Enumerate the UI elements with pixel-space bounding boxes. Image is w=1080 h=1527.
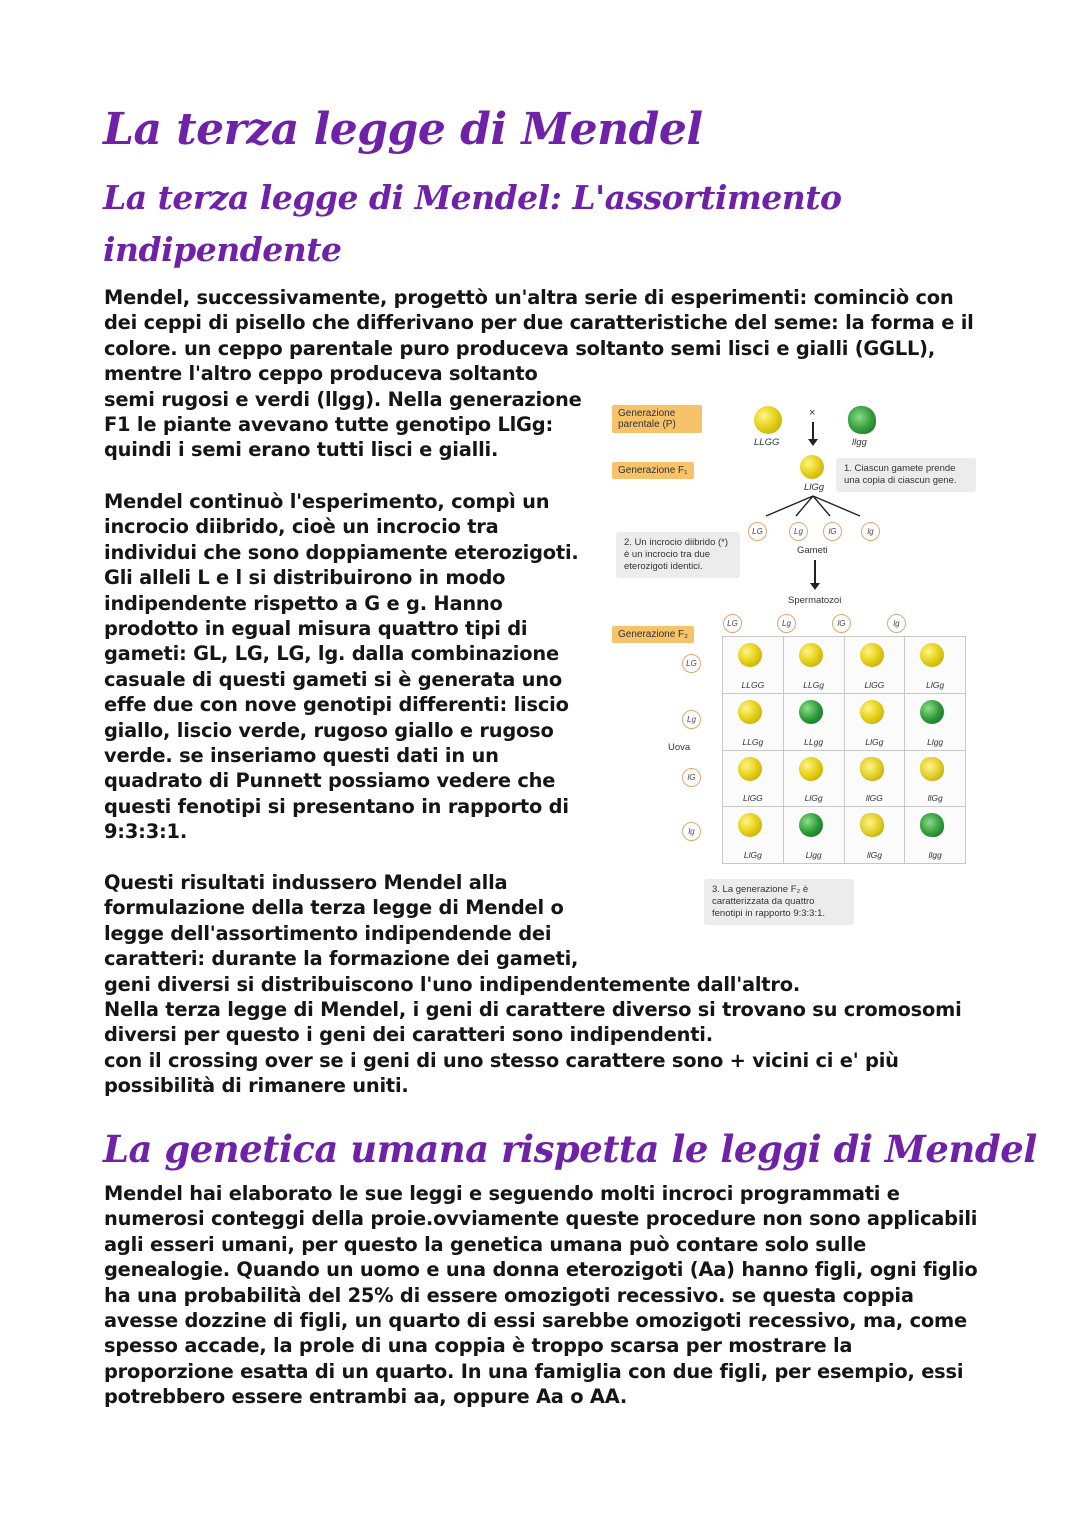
text-line: verde. se inseriamo questi dati in un bbox=[104, 744, 499, 768]
arrow-down-icon bbox=[814, 560, 816, 584]
text-line: ha una probabilità del 25% di essere omozigoti recessivo. se questa coppia bbox=[104, 1283, 914, 1307]
sperm-gamete-Lg: Lg bbox=[777, 614, 796, 633]
f1-pea-icon bbox=[800, 455, 824, 479]
text-line: agli esseri umani, per questo la genetica umana può contare solo sulle bbox=[104, 1232, 867, 1256]
punnett-cell bbox=[783, 807, 844, 864]
sperm-gamete-lG: lG bbox=[832, 614, 851, 633]
text-line: spesso accade, la prole di una coppia è troppo scarsa per mostrare la bbox=[104, 1334, 853, 1358]
green-smooth-pea-icon bbox=[799, 700, 823, 724]
f1-generation-label: Generazione F₁ bbox=[612, 462, 694, 479]
yellow-smooth-pea-icon bbox=[754, 406, 782, 434]
punnett-cell bbox=[783, 693, 844, 750]
egg-gamete-Lg: Lg bbox=[682, 710, 701, 729]
text-line: semi rugosi e verdi (llgg). Nella generazione bbox=[104, 387, 582, 411]
cell-genotype: llGG bbox=[865, 793, 883, 804]
text-line: proporzione esatta di un quarto. In una famiglia con due figli, per esempio, essi bbox=[104, 1359, 964, 1383]
text-line: mentre l'altro ceppo produceva soltanto bbox=[104, 362, 538, 386]
text-line: quindi i semi erano tutti lisci e gialli. bbox=[104, 438, 499, 462]
gamete-Lg: Lg bbox=[789, 522, 808, 541]
note-f2-ratio: 3. La generazione F₂ è caratterizzata da quattro fenotipi in rapporto 9:3:3:1. bbox=[704, 879, 854, 925]
yellow-smooth-pea-icon bbox=[799, 757, 823, 781]
text-line: legge dell'assortimento indipendende dei bbox=[104, 921, 552, 945]
text-line: indipendente rispetto a G e g. Hanno bbox=[104, 591, 503, 615]
note-dihybrid-cross: 2. Un incrocio diibrido (*) è un incrocio tra due eterozigoti identici. bbox=[616, 532, 740, 578]
green-wrinkled-pea-icon bbox=[920, 813, 944, 837]
cell-genotype: LlGg bbox=[926, 679, 945, 690]
page-title: La terza legge di Mendel bbox=[103, 104, 703, 155]
parent2-genotype: llgg bbox=[852, 437, 867, 448]
text-line: possibilità di rimanere uniti. bbox=[104, 1074, 409, 1098]
punnett-cell bbox=[723, 637, 784, 694]
text-line: individui che sono doppiamente eterozigoti. bbox=[104, 540, 579, 564]
punnett-row bbox=[723, 750, 966, 807]
punnett-cell bbox=[783, 750, 844, 807]
text-line: numerosi conteggi della proie.ovviamente queste procedure non sono applicabili bbox=[104, 1207, 978, 1231]
punnett-cell bbox=[844, 807, 905, 864]
eggs-label: Uova bbox=[668, 742, 691, 753]
green-smooth-pea-icon bbox=[920, 700, 944, 724]
punnett-cell bbox=[844, 637, 905, 694]
gamete-LG: LG bbox=[748, 522, 767, 541]
cross-symbol: × bbox=[809, 407, 816, 419]
cell-genotype: LLgg bbox=[804, 736, 824, 747]
cell-genotype: LlGg bbox=[743, 850, 762, 860]
punnett-cell bbox=[783, 637, 844, 694]
green-smooth-pea-icon bbox=[799, 813, 823, 837]
yellow-wrinkled-pea-icon bbox=[860, 813, 884, 837]
text-line: Nella terza legge di Mendel, i geni di carattere diverso si trovano su cromosomi bbox=[104, 998, 962, 1022]
gametes-label: Gameti bbox=[797, 545, 828, 556]
yellow-smooth-pea-icon bbox=[799, 643, 823, 667]
punnett-cell bbox=[723, 807, 784, 864]
yellow-smooth-pea-icon bbox=[738, 813, 762, 837]
f2-generation-label: Generazione F₂ bbox=[612, 626, 694, 643]
section-title-human-genetics: La genetica umana rispetta le leggi di Mendel bbox=[103, 1127, 1037, 1171]
yellow-smooth-pea-icon bbox=[860, 643, 884, 667]
parental-generation-label: Generazione parentale (P) bbox=[612, 405, 702, 433]
paragraph-dihybrid bbox=[104, 489, 579, 845]
cell-genotype: llGg bbox=[866, 850, 882, 860]
green-wrinkled-pea-icon bbox=[848, 406, 876, 434]
text-line: casuale di questi gameti si è generata uno bbox=[104, 667, 562, 691]
punnett-row bbox=[723, 637, 966, 694]
punnett-cell bbox=[844, 750, 905, 807]
f1-genotype: LlGg bbox=[804, 482, 825, 493]
text-line: giallo, liscio verde, rugoso giallo e rugoso bbox=[104, 718, 554, 742]
text-line: colore. un ceppo parentale puro produceva soltanto semi lisci e gialli (GGLL), bbox=[104, 336, 935, 360]
text-line: effe due con nove genotipi differenti: liscio bbox=[104, 693, 569, 717]
text-line: gameti: GL, LG, LG, lg. dalla combinazione bbox=[104, 642, 559, 666]
punnett-cell bbox=[905, 693, 966, 750]
cell-genotype: Llgg bbox=[927, 736, 944, 747]
sperm-gamete-LG: LG bbox=[723, 614, 742, 633]
text-line: Mendel continuò l'esperimento, compì un bbox=[104, 490, 550, 513]
text-line: diversi per questo i geni dei caratteri sono indipendenti. bbox=[104, 1023, 713, 1047]
text-line: incrocio diibrido, cioè un incrocio tra bbox=[104, 515, 499, 539]
punnett-cell bbox=[723, 693, 784, 750]
text-line: con il crossing over se i geni di uno stesso carattere sono + vicini ci e' più bbox=[104, 1048, 899, 1072]
text-line: Mendel hai elaborato le sue leggi e seguendo molti incroci programmati e bbox=[104, 1182, 900, 1205]
yellow-smooth-pea-icon bbox=[738, 700, 762, 724]
sperm-label: Spermatozoi bbox=[788, 595, 842, 606]
punnett-cell bbox=[844, 693, 905, 750]
yellow-smooth-pea-icon bbox=[738, 757, 762, 781]
cell-genotype: LlGG bbox=[864, 679, 885, 690]
text-line: potrebbero essere entrambi aa, oppure Aa o AA. bbox=[104, 1385, 628, 1409]
text-line: avesse dozzine di figli, un quarto di essi sarebbe omozigoti recessivo, ma, come bbox=[104, 1309, 967, 1333]
cell-genotype: LlGg bbox=[804, 793, 823, 804]
paragraph-human-genetics bbox=[104, 1181, 977, 1410]
text-line: questi fenotipi si presentano in rapporto di bbox=[104, 794, 569, 818]
egg-gamete-lG: lG bbox=[682, 768, 701, 787]
text-line: quadrato di Punnett possiamo vedere che bbox=[104, 769, 556, 793]
section-title-line2: indipendente bbox=[103, 230, 342, 269]
text-line: geni diversi si distribuiscono l'uno indipendentemente dall'altro. bbox=[104, 972, 801, 996]
yellow-smooth-pea-icon bbox=[920, 643, 944, 667]
note-gamete-copy: 1. Ciascun gamete prende una copia di ciascun gene. bbox=[836, 458, 976, 492]
text-line: Gli alleli L e l si distribuirono in modo bbox=[104, 566, 506, 590]
punnett-cell bbox=[905, 807, 966, 864]
cell-genotype: LLGg bbox=[742, 736, 764, 747]
gamete-lG: lG bbox=[823, 522, 842, 541]
yellow-smooth-pea-icon bbox=[860, 700, 884, 724]
punnett-square bbox=[722, 636, 966, 864]
yellow-wrinkled-pea-icon bbox=[920, 757, 944, 781]
cell-genotype: llgg bbox=[928, 850, 942, 860]
punnett-row bbox=[723, 807, 966, 864]
gamete-arrows-icon bbox=[758, 494, 868, 520]
cell-genotype: LlGg bbox=[865, 736, 884, 747]
egg-gamete-lg: lg bbox=[682, 822, 701, 841]
parent1-genotype: LLGG bbox=[754, 437, 780, 448]
text-line: genealogie. Quando un uomo e una donna eterozigoti (Aa) hanno figli, ogni figlio bbox=[104, 1258, 978, 1282]
section-title-line1: La terza legge di Mendel: L'assortimento bbox=[103, 178, 842, 217]
text-line: prodotto in egual misura quattro tipi di bbox=[104, 617, 528, 641]
punnett-cell bbox=[905, 750, 966, 807]
yellow-wrinkled-pea-icon bbox=[860, 757, 884, 781]
yellow-smooth-pea-icon bbox=[738, 643, 762, 667]
cell-genotype: LLGg bbox=[803, 679, 825, 690]
text-line: Questi risultati indussero Mendel alla bbox=[104, 871, 508, 894]
cell-genotype: LLGG bbox=[741, 679, 765, 690]
punnett-cell bbox=[905, 637, 966, 694]
egg-gamete-LG: LG bbox=[682, 654, 701, 673]
text-line: F1 le piante avevano tutte genotipo LlGg: bbox=[104, 413, 553, 437]
gamete-lg: lg bbox=[861, 522, 880, 541]
punnett-row bbox=[723, 693, 966, 750]
cell-genotype: llGg bbox=[927, 793, 943, 804]
text-line: dei ceppi di pisello che differivano per due caratteristiche del seme: la forma e il bbox=[104, 311, 974, 335]
text-line: caratteri: durante la formazione dei gameti, bbox=[104, 947, 579, 971]
arrow-down-icon bbox=[812, 422, 814, 440]
text-line: Mendel, successivamente, progettò un'altra serie di esperimenti: cominciò con bbox=[104, 286, 954, 309]
sperm-gamete-lg: lg bbox=[887, 614, 906, 633]
text-line: 9:3:3:1. bbox=[104, 820, 187, 844]
cell-genotype: LlGG bbox=[742, 793, 763, 804]
punnett-figure bbox=[608, 398, 983, 928]
punnett-cell bbox=[723, 750, 784, 807]
text-line: formulazione della terza legge di Mendel o bbox=[104, 896, 564, 920]
cell-genotype: Llgg bbox=[805, 850, 822, 860]
